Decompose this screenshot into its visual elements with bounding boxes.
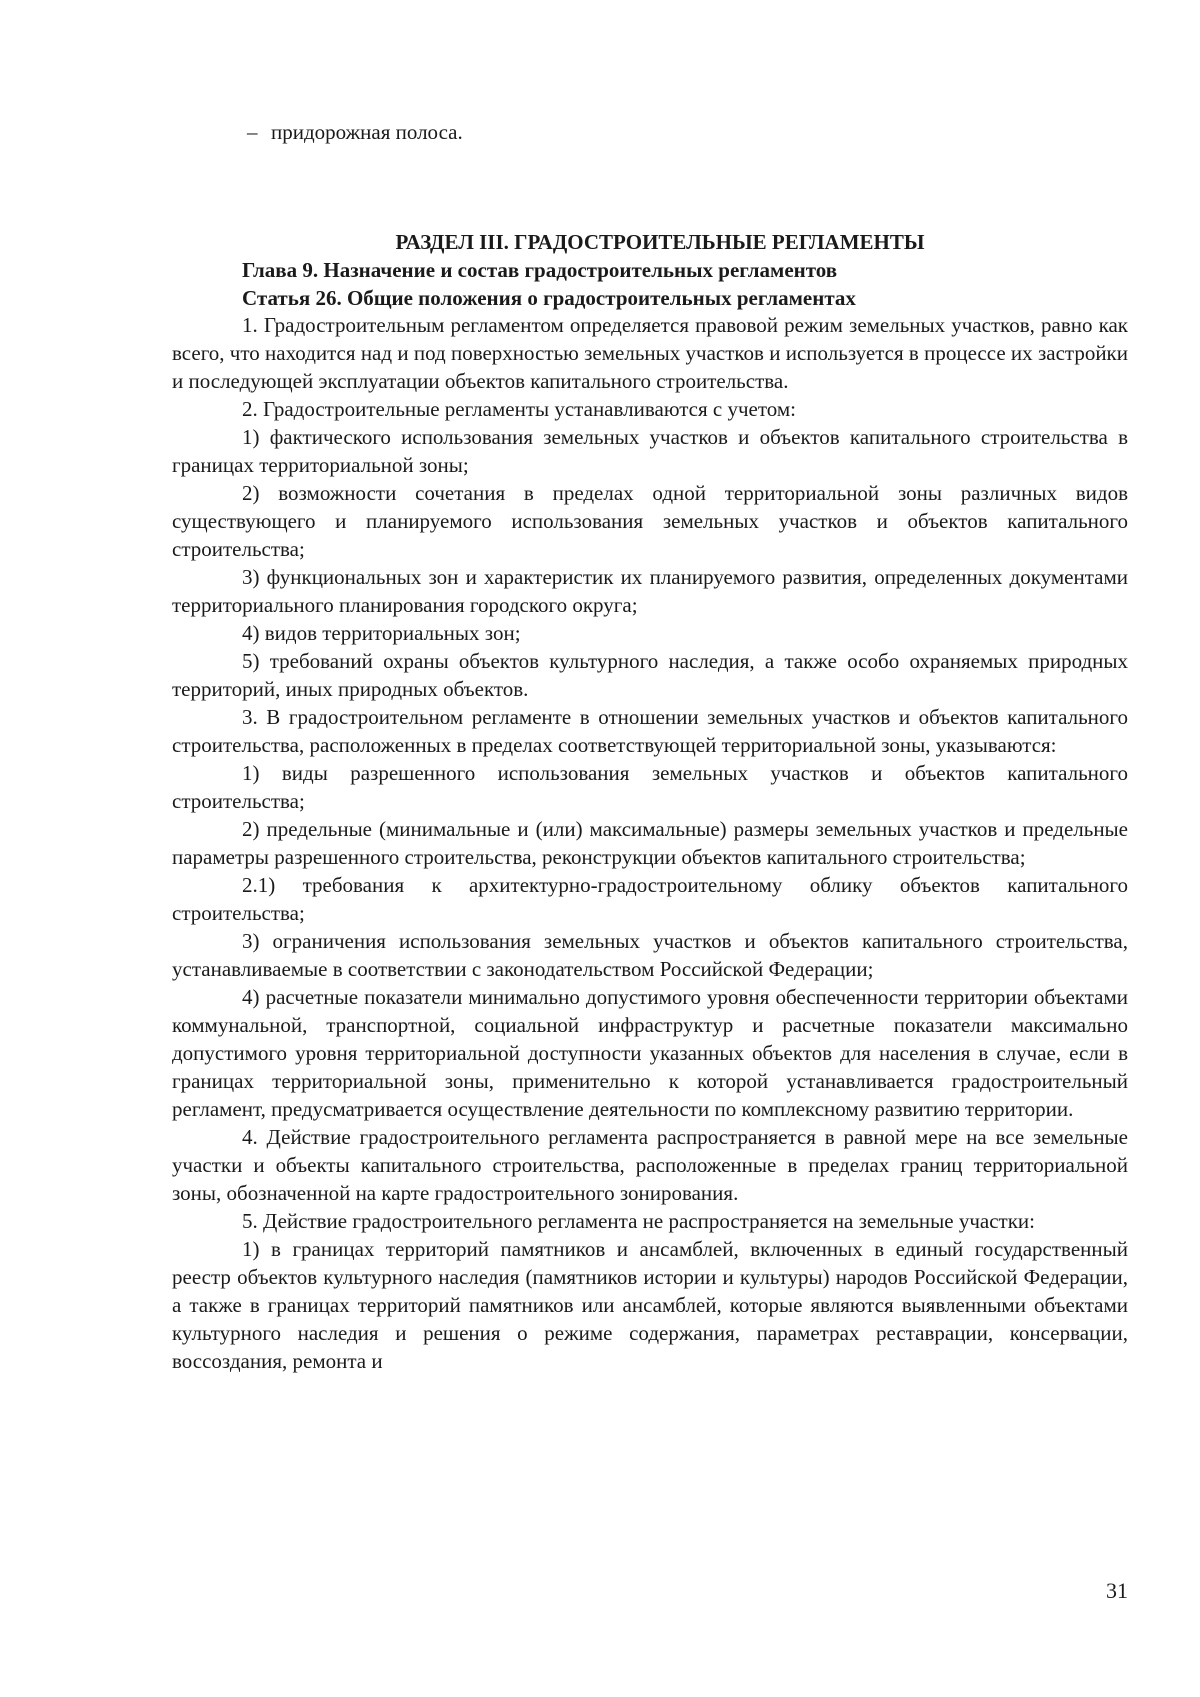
list-item — [247, 118, 463, 146]
paragraph: 2. Градостроительные регламенты устанавливаются с учетом: — [242, 397, 796, 421]
paragraph: 3. В градостроительном регламенте в отношении земельных участков и объектов капитального строительства, расположенных в пределах соответствующей территориальной зоны, указываются: — [172, 705, 1128, 757]
paragraph: 4) расчетные показатели минимально допустимого уровня обеспеченности территории объектами коммунальной, транспортной, социальной инфраструктур и расчетные показатели максимально допустимого уровня территориальной доступности указанных объектов для населения в случае, если в границах территориальной зоны, применительно к которой устанавливается градостроительный регламент, предусматривается осуществление деятельности по комплексному развитию территории. — [172, 985, 1128, 1121]
heading-block — [172, 228, 1128, 312]
paragraph: 1) в границах территорий памятников и ансамблей, включенных в единый государственный реестр объектов культурного наследия (памятников истории и культуры) народов Российской Федерации, а также в границах территорий памятников или ансамблей, которые являются выявленными объектами культурного наследия и решения о режиме содержания, параметрах реставрации, консервации, воссоздания, ремонта и — [172, 1237, 1128, 1373]
paragraph: 3) функциональных зон и характеристик их планируемого развития, определенных документами территориального планирования городского округа; — [172, 565, 1128, 617]
paragraph: 2.1) требования к архитектурно-градостроительному облику объектов капитального строительства; — [172, 873, 1128, 925]
paragraph: 1) фактического использования земельных участков и объектов капитального строительства в границах территориальной зоны; — [172, 425, 1128, 477]
paragraph: 5) требований охраны объектов культурного наследия, а также особо охраняемых природных территорий, иных природных объектов. — [172, 649, 1128, 701]
paragraph: 2) предельные (минимальные и (или) максимальные) размеры земельных участков и предельные параметры разрешенного строительства, реконструкции объектов капитального строительства; — [172, 817, 1128, 869]
paragraph: 2) возможности сочетания в пределах одной территориальной зоны различных видов существующего и планируемого использования земельных участков и объектов капитального строительства; — [172, 481, 1128, 561]
chapter-title: Глава 9. Назначение и состав градостроительных регламентов — [242, 258, 838, 282]
paragraph: 1. Градостроительным регламентом определяется правовой режим земельных участков, равно как всего, что находится над и под поверхностью земельных участков и используется в процессе их застройки и последующей эксплуатации объектов капитального строительства. — [172, 313, 1128, 393]
paragraph: 3) ограничения использования земельных участков и объектов капитального строительства, устанавливаемые в соответствии с законодательством Российской Федерации; — [172, 929, 1128, 981]
dash-bullet: – — [247, 120, 258, 144]
section-title: РАЗДЕЛ III. ГРАДОСТРОИТЕЛЬНЫЕ РЕГЛАМЕНТЫ — [395, 230, 925, 254]
article-title: Статья 26. Общие положения о градостроительных регламентах — [242, 286, 856, 310]
page-number: 31 — [1106, 1578, 1128, 1603]
list-item-text: придорожная полоса. — [271, 120, 463, 144]
paragraph: 4. Действие градостроительного регламента распространяется в равной мере на все земельные участки и объекты капитального строительства, расположенные в пределах границ территориальной зоны, обозначенной на карте градостроительного зонирования. — [172, 1125, 1128, 1205]
paragraph: 5. Действие градостроительного регламента не распространяется на земельные участки: — [242, 1209, 1035, 1233]
paragraph: 4) видов территориальных зон; — [242, 621, 521, 645]
article-body — [172, 311, 1128, 1375]
paragraph: 1) виды разрешенного использования земельных участков и объектов капитального строительства; — [172, 761, 1128, 813]
